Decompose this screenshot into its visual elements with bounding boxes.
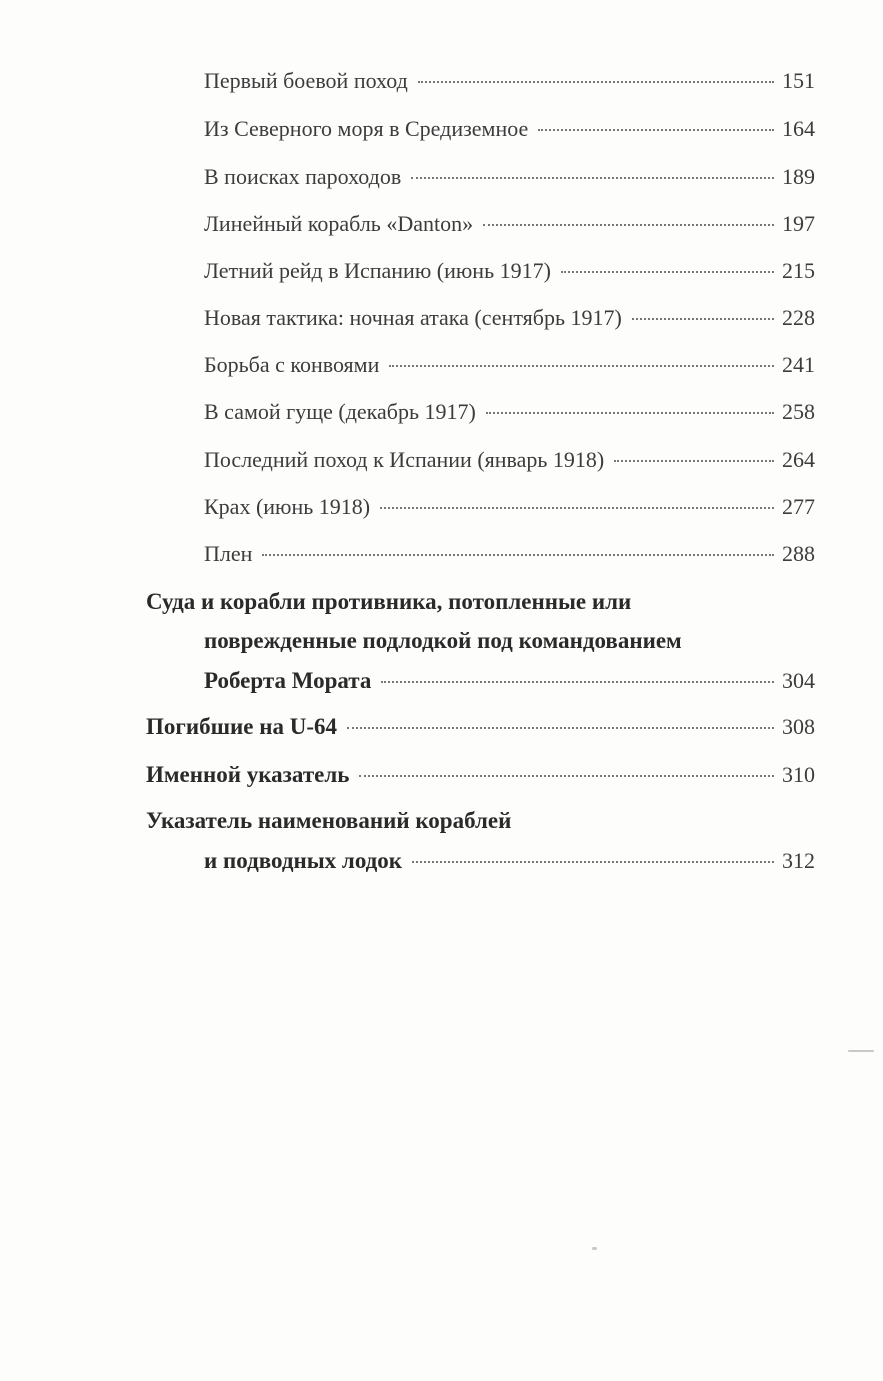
toc-entry-page: 228: [782, 305, 815, 330]
toc-entry: [204, 164, 815, 190]
toc-entry-title: и подводных лодок: [204, 848, 403, 873]
toc-main-entry-line: Указатель наименований кораблей: [146, 808, 512, 833]
toc-main-entry: [146, 714, 815, 740]
toc-main-entry-line: Суда и корабли противника, потопленные или: [146, 589, 632, 614]
toc-entry: [204, 447, 815, 473]
toc-entry: [204, 494, 815, 520]
dot-leader: [411, 177, 774, 179]
dot-leader: [389, 365, 774, 367]
toc-entry: [204, 305, 815, 331]
toc-main-entry-line: поврежденные подлодкой под командованием: [204, 628, 682, 653]
toc-entry: [204, 399, 815, 425]
toc-entry: [204, 258, 815, 284]
toc-entry-page: 310: [782, 762, 815, 787]
toc-entry-page: 164: [782, 116, 815, 141]
toc-entry-page: 197: [782, 211, 815, 236]
dot-leader: [483, 224, 774, 226]
toc-main-entry: [204, 848, 815, 874]
toc-main-entry: [146, 762, 815, 788]
dot-leader: [538, 129, 774, 131]
toc-entry-page: 189: [782, 164, 815, 189]
toc-entry: [204, 116, 815, 142]
toc-entry-title: Последний поход к Испании (январь 1918): [204, 447, 605, 472]
dot-leader: [359, 775, 774, 777]
dot-leader: [632, 318, 774, 320]
dot-leader: [614, 460, 774, 462]
toc-entry-title: Новая тактика: ночная атака (сентябрь 1917): [204, 305, 622, 330]
toc-entry-page: 258: [782, 399, 815, 424]
toc-entry-title: Именной указатель: [146, 762, 350, 787]
dot-leader: [347, 727, 774, 729]
dot-leader: [381, 681, 774, 683]
toc-entry-page: 288: [782, 541, 815, 566]
dot-leader: [561, 271, 774, 273]
dot-leader: [486, 412, 774, 414]
dot-leader: [262, 554, 774, 556]
toc-entry-page: 277: [782, 494, 815, 519]
scan-speck: [848, 1050, 874, 1052]
toc-entry: [204, 541, 815, 567]
toc-entry-title: Роберта Мората: [204, 668, 372, 693]
toc-main-entry: [204, 668, 815, 694]
toc-entry-title: Линейный корабль «Danton»: [204, 211, 474, 236]
toc-entry-title: Из Северного моря в Средиземное: [204, 116, 529, 141]
toc-entry-title: Летний рейд в Испанию (июнь 1917): [204, 258, 551, 283]
toc-entry-title: В самой гуще (декабрь 1917): [204, 399, 476, 424]
toc-entry-page: 241: [782, 352, 815, 377]
toc-entry-page: 304: [782, 668, 815, 693]
scan-speck: [592, 1247, 597, 1250]
toc-entry-title: Погибшие на U-64: [146, 714, 337, 739]
toc-entry: [204, 68, 815, 94]
toc-entry: [204, 211, 815, 237]
dot-leader: [418, 81, 774, 83]
toc-entry-page: 151: [782, 68, 815, 93]
toc-entry-page: 215: [782, 258, 815, 283]
toc-entry: [204, 352, 815, 378]
toc-entry-title: Крах (июнь 1918): [204, 494, 371, 519]
toc-entry-page: 264: [782, 447, 815, 472]
dot-leader: [412, 861, 774, 863]
toc-entry-page: 312: [782, 848, 815, 873]
toc-entry-title: Первый боевой поход: [204, 68, 408, 93]
toc-entry-title: Борьба с конвоями: [204, 352, 380, 377]
toc-entry-title: В поисках пароходов: [204, 164, 402, 189]
toc-entry-title: Плен: [204, 541, 253, 566]
dot-leader: [380, 507, 774, 509]
toc-entry-page: 308: [782, 714, 815, 739]
